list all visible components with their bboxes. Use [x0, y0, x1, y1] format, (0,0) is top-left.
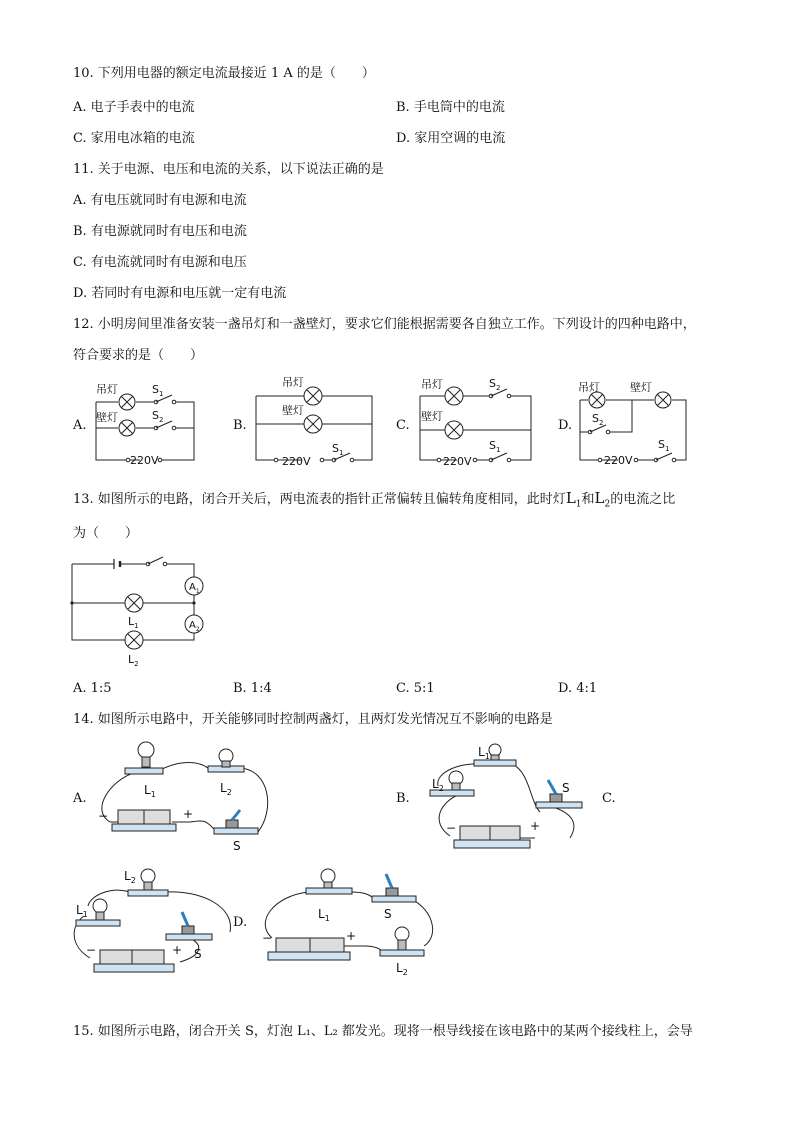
q13-option-d: D. 4:1 [558, 681, 598, 696]
q12c-lamp2-label: 壁灯 [421, 410, 443, 423]
q12b-supply-label: 220V [282, 455, 311, 468]
q14a-l2-label: $L_2$ [220, 781, 232, 797]
q12c-s1-label: $S_1$ [489, 439, 501, 454]
q14d-s-label: S [384, 907, 392, 921]
q14a-plus-label: + [183, 807, 194, 821]
q12-letter-a: A. [73, 418, 87, 433]
q11-option-c: C. 有电流就同时有电源和电压 [73, 255, 247, 270]
q12a-supply-label: 220V [130, 454, 159, 467]
q13-ammeter-a1-label: $A_1$ [189, 582, 200, 595]
q12d-s1-label: $S_1$ [658, 438, 670, 453]
q12a-lamp2-label: 壁灯 [96, 411, 118, 424]
q12b-s1-label: $S_1$ [332, 442, 344, 457]
q14c-l2-label: $L_2$ [124, 869, 136, 885]
q13-option-b: B. 1:4 [233, 681, 272, 696]
q14b-l1-label: $L_1$ [478, 745, 490, 761]
q12-circuit-b [252, 374, 377, 470]
q10-option-a: A. 电子手表中的电流 [73, 100, 195, 115]
q12-stem-line1: 12. 小明房间里准备安装一盏吊灯和一盏壁灯，要求它们能根据需要各自独立工作。下列设计的四种电路中， [73, 317, 696, 332]
q12c-lamp1-label: 吊灯 [421, 378, 443, 391]
q12a-lamp1-label: 吊灯 [96, 383, 118, 396]
q14b-l2-label: $L_2$ [432, 777, 444, 793]
q10-option-d: D. 家用空调的电流 [396, 131, 506, 146]
q12-circuit-c [413, 374, 538, 470]
q13-circuit [70, 556, 210, 671]
q12d-s2-label: $S_2$ [592, 412, 604, 427]
q14b-s-label: S [562, 781, 570, 795]
q12-letter-b: B. [233, 418, 247, 433]
q14-circuit-d [254, 866, 444, 978]
q13-option-c: C. 5:1 [396, 681, 435, 696]
q14a-s-label: S [233, 839, 241, 853]
q13-l1-label: $L_1$ [128, 615, 139, 630]
q13-l2-label: $L_2$ [128, 653, 139, 668]
q12-letter-d: D. [558, 418, 573, 433]
q11-option-d: D. 若同时有电源和电压就一定有电流 [73, 286, 287, 301]
q14b-minus-label: − [446, 821, 457, 835]
q13-stem-line2: 为（ ） [73, 526, 139, 541]
q14b-plus-label: + [530, 819, 541, 833]
q13-stem-line1: 13. 如图所示的电路，闭合开关后，两电流表的指针正常偏转且偏转角度相同，此时灯$L_1$和$L_2$的电流之比 [73, 489, 676, 510]
q10-stem: 10. 下列用电器的额定电流最接近 1 A 的是（ ） [73, 66, 375, 81]
q12-circuit-a [90, 378, 200, 470]
q14d-l1-label: $L_1$ [318, 907, 330, 923]
q14-circuit-b [420, 742, 600, 854]
q13-option-a: A. 1:5 [73, 681, 112, 696]
q12-letter-c: C. [396, 418, 410, 433]
q14-circuit-c [70, 866, 250, 978]
q14c-l1-label: $L_1$ [76, 903, 88, 919]
q14a-minus-label: − [98, 809, 109, 823]
q12c-s2-label: $S_2$ [489, 377, 501, 392]
q14c-plus-label: + [172, 943, 183, 957]
q12-stem-line2: 符合要求的是（ ） [73, 348, 204, 363]
q14c-minus-label: − [86, 943, 97, 957]
q10-option-b: B. 手电筒中的电流 [396, 100, 505, 115]
q12c-supply-label: 220V [443, 455, 472, 468]
q14-circuit-a [90, 740, 280, 852]
q11-option-b: B. 有电源就同时有电压和电流 [73, 224, 247, 239]
q14d-minus-label: − [262, 931, 273, 945]
q12a-s1-label: $S_1$ [152, 383, 164, 398]
q14c-s-label: S [194, 947, 202, 961]
q14d-l2-label: $L_2$ [396, 961, 408, 977]
q14-letter-b: B. [396, 791, 410, 806]
q11-stem: 11. 关于电源、电压和电流的关系，以下说法正确的是 [73, 162, 384, 177]
q12d-lamp2-label: 壁灯 [630, 381, 652, 394]
q13-ammeter-a2-label: $A_2$ [189, 620, 200, 633]
q14-letter-c: C. [602, 791, 616, 806]
q12b-lamp2-label: 壁灯 [282, 404, 304, 417]
q14-letter-d: D. [233, 915, 248, 930]
q12d-supply-label: 220V [604, 454, 633, 467]
q12b-lamp1-label: 吊灯 [282, 376, 304, 389]
q14-stem: 14. 如图所示电路中，开关能够同时控制两盏灯，且两灯发光情况互不影响的电路是 [73, 712, 553, 727]
q14a-l1-label: $L_1$ [144, 783, 156, 799]
q12-circuit-d [574, 378, 689, 470]
q14-letter-a: A. [73, 791, 87, 806]
q12d-lamp1-label: 吊灯 [578, 381, 600, 394]
q14d-plus-label: + [346, 929, 357, 943]
q11-option-a: A. 有电压就同时有电源和电流 [73, 193, 247, 208]
q15-stem: 15. 如图所示电路，闭合开关 S，灯泡 L₁、L₂ 都发光。现将一根导线接在该电路中的某两个接线柱上，会导 [73, 1024, 693, 1039]
q12a-s2-label: $S_2$ [152, 409, 164, 424]
q10-option-c: C. 家用电冰箱的电流 [73, 131, 195, 146]
